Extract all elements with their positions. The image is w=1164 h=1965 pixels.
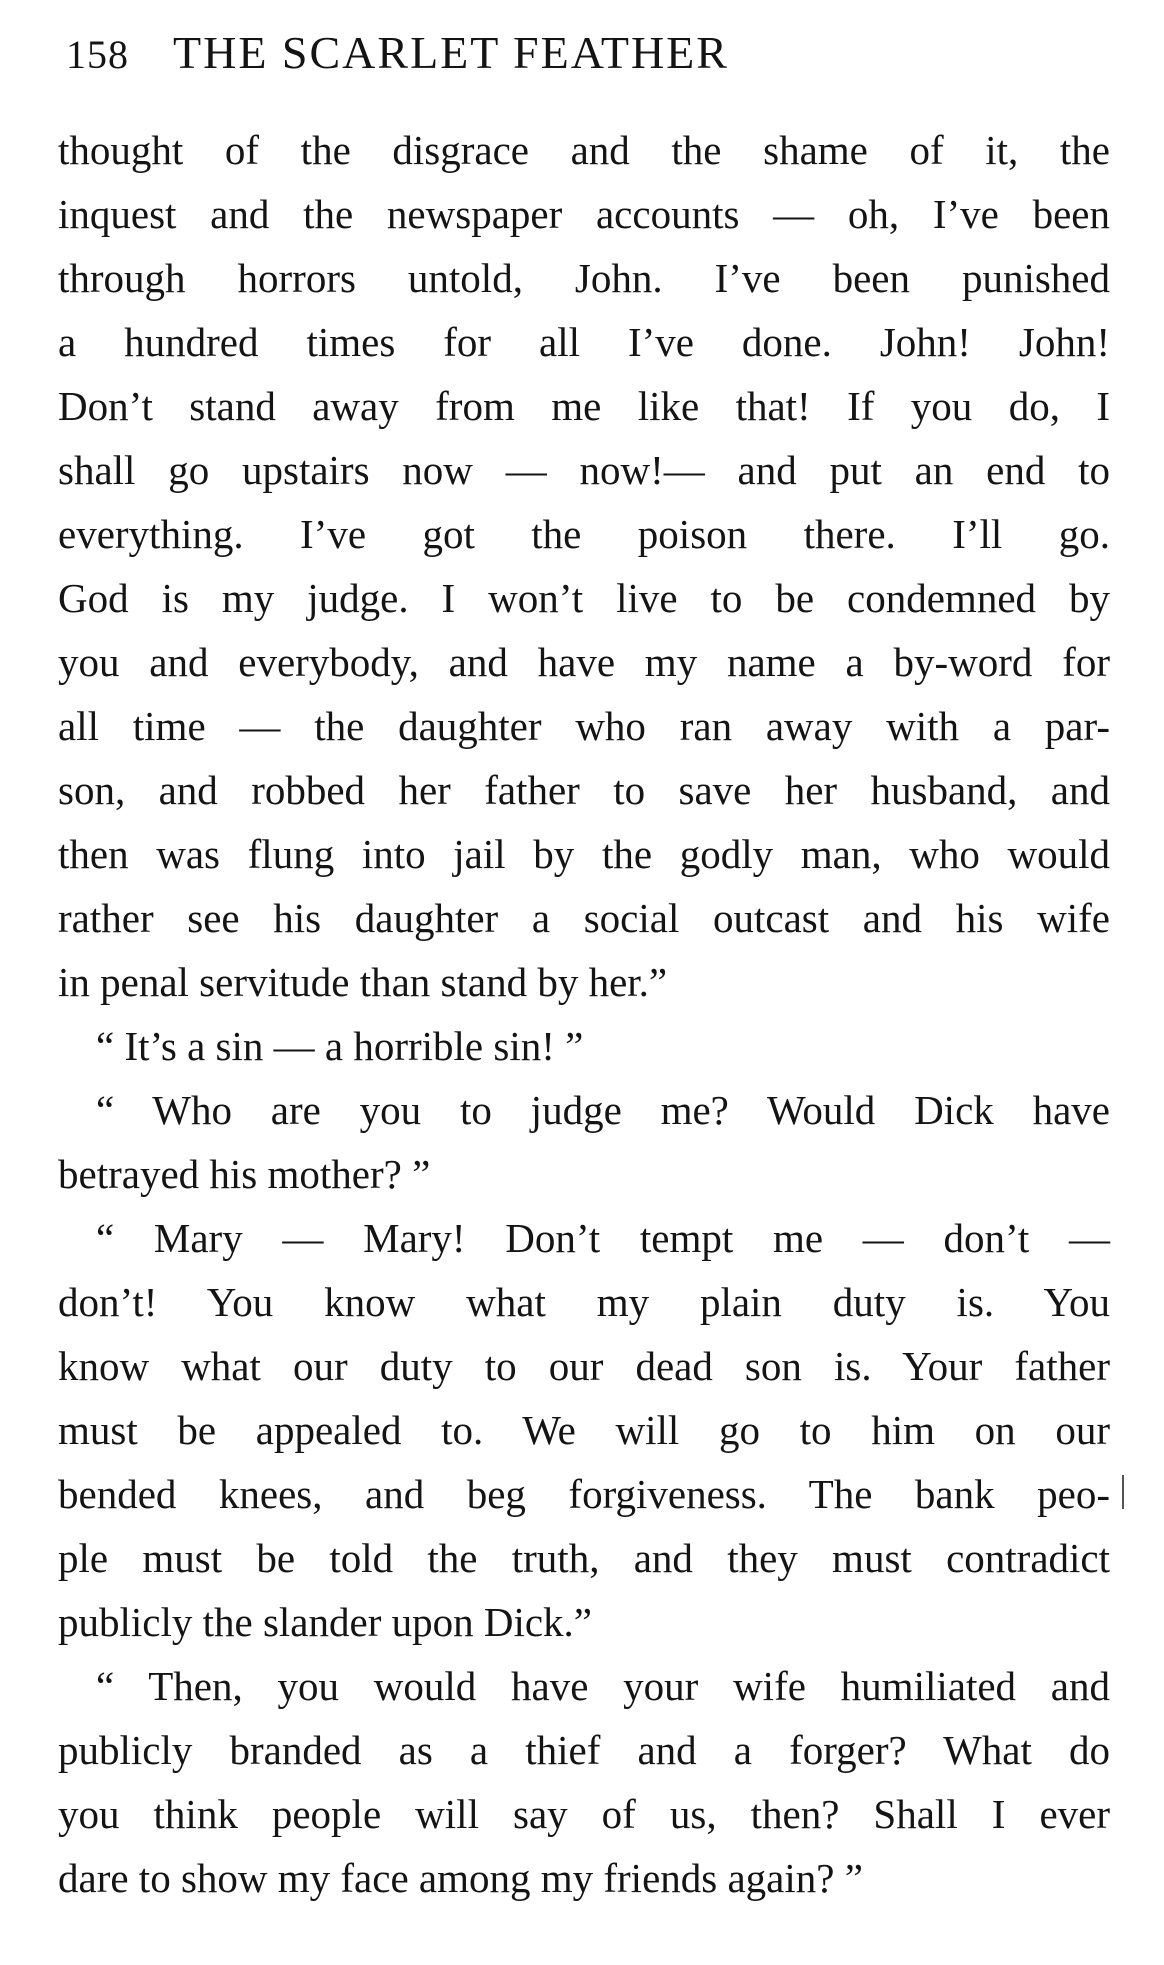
text-line: dare to show my face among my friends again? ” [58,1855,863,1901]
text-line: everything. I’ve got the poison there. I’ll go. [58,511,1110,557]
text-line: publicly branded as a thief and a forger? What do [58,1727,1110,1773]
text-line: Don’t stand away from me like that! If you do, I [58,383,1110,429]
text-line: you think people will say of us, then? Shall I ever [58,1791,1110,1837]
margin-mark [1122,1475,1124,1509]
paragraph-line: “ Mary — Mary! Don’t tempt me — don’t — [96,1215,1110,1261]
text-line: don’t! You know what my plain duty is. You [58,1279,1110,1325]
text-line: ple must be told the truth, and they must contradict [58,1535,1110,1581]
text-line: must be appealed to. We will go to him on our [58,1407,1110,1453]
body-text [58,118,1110,1910]
running-head: THE SCARLET FEATHER [173,27,729,78]
paragraph-line: “ Then, you would have your wife humiliated and [96,1663,1110,1709]
text-line: rather see his daughter a social outcast and his wife [58,895,1110,941]
text-line: bended knees, and beg forgiveness. The bank peo- [58,1471,1110,1517]
text-line: a hundred times for all I’ve done. John! John! [58,319,1110,365]
paragraph-line: “ It’s a sin — a horrible sin! ” [96,1023,584,1069]
paragraph-line: “ Who are you to judge me? Would Dick have [96,1087,1110,1133]
page-header [66,26,729,86]
text-line: betrayed his mother? ” [58,1151,431,1197]
text-line: know what our duty to our dead son is. Your father [58,1343,1110,1389]
text-line: all time — the daughter who ran away with a par- [58,703,1110,749]
text-line: God is my judge. I won’t live to be condemned by [58,575,1110,621]
page-number: 158 [66,32,129,77]
text-line: shall go upstairs now — now!— and put an end to [58,447,1110,493]
text-line: in penal servitude than stand by her.” [58,959,668,1005]
text-line: through horrors untold, John. I’ve been punished [58,255,1110,301]
text-line: then was flung into jail by the godly man, who would [58,831,1110,877]
text-line: you and everybody, and have my name a by-word for [58,639,1110,685]
text-line: inquest and the newspaper accounts — oh, I’ve been [58,191,1110,237]
text-line: publicly the slander upon Dick.” [58,1599,593,1645]
text-line: thought of the disgrace and the shame of it, the [58,127,1110,173]
text-line: son, and robbed her father to save her husband, and [58,767,1110,813]
